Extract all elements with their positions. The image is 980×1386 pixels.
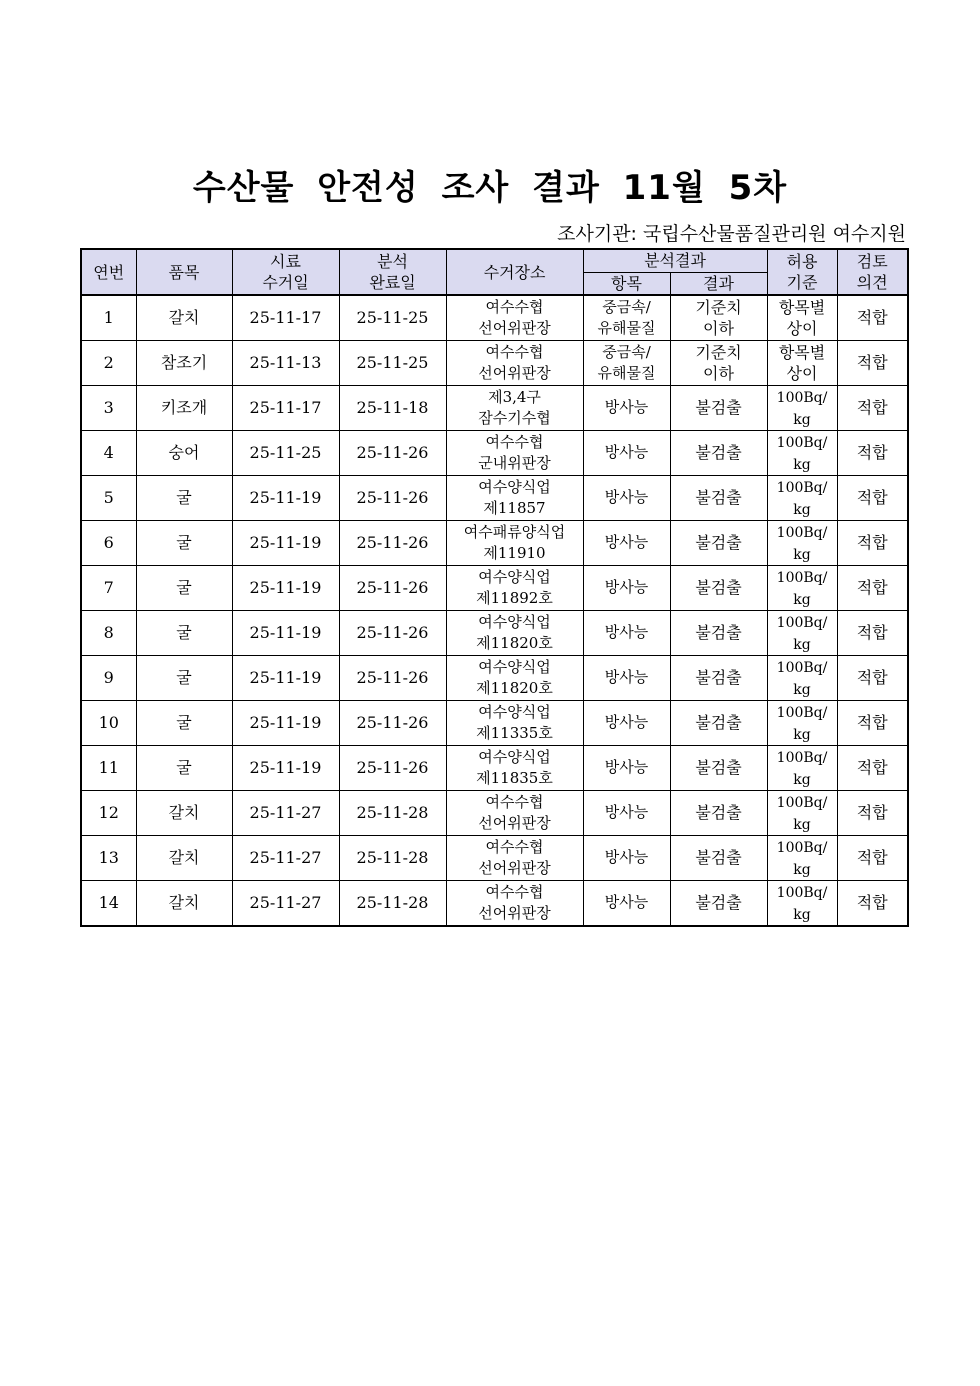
table-row: [81, 385, 908, 430]
cell-sample-date: 25-11-17: [232, 385, 339, 430]
cell-sample-date: 25-11-13: [232, 340, 339, 385]
cell-item: 굴: [136, 475, 232, 520]
cell-limit: [767, 430, 837, 475]
cell-result-line: 불검출: [695, 848, 742, 867]
cell-limit-line: kg: [793, 501, 811, 518]
cell-opinion: 적합: [837, 880, 908, 926]
cell-limit: [767, 790, 837, 835]
table-row: [81, 340, 908, 385]
cell-result-line: 불검출: [695, 668, 742, 687]
table-row: [81, 745, 908, 790]
cell-analysis-date: 25-11-26: [339, 655, 446, 700]
cell-sample-date: 25-11-19: [232, 655, 339, 700]
cell-place-line: 제11910: [483, 543, 546, 562]
cell-result: [670, 385, 767, 430]
header-limit-line2: 기준: [786, 273, 818, 292]
cell-no: 4: [81, 430, 136, 475]
cell-analysis-date: 25-11-26: [339, 610, 446, 655]
cell-test-item: [583, 475, 670, 520]
cell-limit-line: 100Bq/: [776, 704, 828, 721]
page-title: 수산물 안전성 조사 결과 11월 5차: [192, 168, 788, 208]
cell-result-line: 불검출: [695, 623, 742, 642]
cell-limit-line: 100Bq/: [776, 434, 828, 451]
cell-test-item: [583, 430, 670, 475]
cell-place: [446, 655, 583, 700]
cell-place: [446, 430, 583, 475]
cell-limit-line: 항목별: [778, 342, 826, 362]
cell-place: [446, 385, 583, 430]
cell-limit-line: 100Bq/: [776, 659, 828, 676]
agency-label: 조사기관: 국립수산물품질관리원 여수지원: [557, 223, 906, 245]
cell-test-item-line: 방사능: [604, 803, 649, 821]
header-place: 수거장소: [446, 249, 583, 295]
cell-limit-line: kg: [793, 681, 811, 698]
header-test-item: 항목: [583, 272, 670, 295]
cell-place-line: 여수수협: [485, 882, 544, 901]
results-table: [80, 248, 909, 927]
cell-item: 굴: [136, 655, 232, 700]
cell-test-item-line: 유해물질: [597, 318, 656, 337]
cell-place-line: 여수수협: [485, 342, 544, 361]
cell-no: 2: [81, 340, 136, 385]
cell-limit: [767, 295, 837, 340]
cell-limit-line: 100Bq/: [776, 479, 828, 496]
cell-test-item-line: 방사능: [604, 848, 649, 866]
cell-opinion: 적합: [837, 790, 908, 835]
cell-opinion: 적합: [837, 565, 908, 610]
table-row: [81, 610, 908, 655]
cell-test-item-line: 방사능: [604, 668, 649, 686]
cell-sample-date: 25-11-19: [232, 745, 339, 790]
cell-item: 갈치: [136, 880, 232, 926]
cell-analysis-date: 25-11-28: [339, 880, 446, 926]
cell-no: 3: [81, 385, 136, 430]
cell-result-line: 불검출: [695, 533, 742, 552]
cell-place-line: 제11335호: [476, 723, 553, 742]
header-opinion-line1: 검토: [856, 252, 888, 271]
cell-result-line: 불검출: [695, 443, 742, 462]
cell-limit-line: 100Bq/: [776, 839, 828, 856]
cell-no: 7: [81, 565, 136, 610]
cell-limit-line: 상이: [786, 318, 818, 338]
cell-item: 갈치: [136, 295, 232, 340]
cell-test-item-line: 방사능: [604, 758, 649, 776]
cell-no: 6: [81, 520, 136, 565]
cell-limit: [767, 385, 837, 430]
header-limit-line1: 허용: [786, 252, 818, 271]
cell-place-line: 여수수협: [485, 837, 544, 856]
cell-test-item: [583, 700, 670, 745]
header-limit: [767, 249, 837, 295]
cell-result-line: 불검출: [695, 398, 742, 417]
cell-sample-date: 25-11-19: [232, 565, 339, 610]
cell-test-item-line: 중금속/: [602, 342, 651, 361]
cell-limit: [767, 610, 837, 655]
cell-result-line: 불검출: [695, 803, 742, 822]
cell-test-item-line: 방사능: [604, 488, 649, 506]
header-no: 연번: [81, 249, 136, 295]
cell-limit-line: kg: [793, 861, 811, 878]
cell-limit-line: kg: [793, 906, 811, 923]
cell-analysis-date: 25-11-28: [339, 790, 446, 835]
cell-limit: [767, 700, 837, 745]
table-row: [81, 520, 908, 565]
cell-no: 11: [81, 745, 136, 790]
header-opinion-line2: 의견: [856, 273, 888, 292]
cell-limit-line: 100Bq/: [776, 389, 828, 406]
cell-item: 갈치: [136, 835, 232, 880]
cell-test-item-line: 방사능: [604, 893, 649, 911]
cell-item: 숭어: [136, 430, 232, 475]
cell-place-line: 여수수협: [485, 792, 544, 811]
table-row: [81, 295, 908, 340]
cell-place-line: 여수수협: [485, 432, 544, 451]
cell-no: 5: [81, 475, 136, 520]
cell-place-line: 선어위판장: [478, 363, 551, 382]
cell-place: [446, 880, 583, 926]
cell-place-line: 제11820호: [476, 633, 553, 652]
cell-test-item: [583, 790, 670, 835]
cell-no: 12: [81, 790, 136, 835]
cell-analysis-date: 25-11-26: [339, 565, 446, 610]
cell-item: 굴: [136, 565, 232, 610]
cell-test-item-line: 방사능: [604, 578, 649, 596]
cell-test-item-line: 방사능: [604, 533, 649, 551]
cell-opinion: 적합: [837, 655, 908, 700]
cell-place-line: 여수양식업: [478, 477, 551, 496]
cell-result-line: 불검출: [695, 578, 742, 597]
cell-result: [670, 745, 767, 790]
table-row: [81, 790, 908, 835]
cell-analysis-date: 25-11-28: [339, 835, 446, 880]
cell-no: 13: [81, 835, 136, 880]
cell-no: 14: [81, 880, 136, 926]
cell-place-line: 여수수협: [485, 297, 544, 316]
header-analysis-date-line1: 분석: [377, 252, 408, 271]
cell-limit-line: 상이: [786, 363, 818, 383]
cell-test-item: [583, 385, 670, 430]
cell-sample-date: 25-11-27: [232, 835, 339, 880]
cell-test-item: [583, 520, 670, 565]
cell-test-item: [583, 295, 670, 340]
cell-item: 참조기: [136, 340, 232, 385]
cell-item: 굴: [136, 700, 232, 745]
cell-place: [446, 610, 583, 655]
cell-result: [670, 655, 767, 700]
cell-place: [446, 790, 583, 835]
cell-limit-line: kg: [793, 816, 811, 833]
cell-result-line: 기준치: [695, 297, 742, 317]
cell-analysis-date: 25-11-26: [339, 520, 446, 565]
cell-limit: [767, 340, 837, 385]
cell-sample-date: 25-11-27: [232, 880, 339, 926]
cell-place-line: 여수양식업: [478, 567, 551, 586]
cell-sample-date: 25-11-19: [232, 610, 339, 655]
cell-item: 갈치: [136, 790, 232, 835]
cell-opinion: 적합: [837, 430, 908, 475]
cell-result: [670, 340, 767, 385]
cell-test-item: [583, 880, 670, 926]
cell-analysis-date: 25-11-26: [339, 745, 446, 790]
cell-opinion: 적합: [837, 835, 908, 880]
cell-place-line: 군내위판장: [478, 453, 551, 472]
cell-place-line: 선어위판장: [478, 813, 551, 832]
cell-no: 1: [81, 295, 136, 340]
cell-limit: [767, 655, 837, 700]
table-row: [81, 700, 908, 745]
cell-test-item-line: 유해물질: [597, 363, 656, 382]
cell-test-item-line: 방사능: [604, 398, 649, 416]
cell-result: [670, 295, 767, 340]
cell-item: 굴: [136, 745, 232, 790]
cell-item: 굴: [136, 520, 232, 565]
cell-limit-line: 100Bq/: [776, 794, 828, 811]
header-result: 결과: [670, 272, 767, 295]
cell-test-item: [583, 565, 670, 610]
cell-result-line: 불검출: [695, 758, 742, 777]
cell-limit-line: kg: [793, 546, 811, 563]
cell-result: [670, 880, 767, 926]
cell-no: 9: [81, 655, 136, 700]
cell-test-item: [583, 340, 670, 385]
cell-result: [670, 835, 767, 880]
cell-sample-date: 25-11-25: [232, 430, 339, 475]
cell-item: 키조개: [136, 385, 232, 430]
cell-place: [446, 700, 583, 745]
cell-place-line: 여수패류양식업: [463, 522, 566, 541]
cell-analysis-date: 25-11-18: [339, 385, 446, 430]
cell-result-line: 기준치: [695, 342, 742, 362]
cell-place-line: 여수양식업: [478, 612, 551, 631]
cell-place: [446, 835, 583, 880]
cell-result-line: 이하: [703, 363, 734, 383]
cell-place-line: 잠수기수협: [478, 408, 551, 427]
cell-place-line: 여수양식업: [478, 657, 551, 676]
cell-result: [670, 565, 767, 610]
header-analysis-date: [339, 249, 446, 295]
cell-test-item-line: 방사능: [604, 623, 649, 641]
cell-opinion: 적합: [837, 520, 908, 565]
header-sample-date: [232, 249, 339, 295]
cell-place: [446, 295, 583, 340]
cell-result-line: 불검출: [695, 713, 742, 732]
cell-place-line: 여수양식업: [478, 747, 551, 766]
cell-result: [670, 700, 767, 745]
cell-opinion: 적합: [837, 745, 908, 790]
table-row: [81, 430, 908, 475]
cell-result: [670, 520, 767, 565]
cell-place-line: 제11892호: [476, 588, 553, 607]
table-row: [81, 655, 908, 700]
cell-opinion: 적합: [837, 340, 908, 385]
cell-result: [670, 430, 767, 475]
cell-place-line: 선어위판장: [478, 318, 551, 337]
table-row: [81, 835, 908, 880]
cell-sample-date: 25-11-19: [232, 700, 339, 745]
cell-place-line: 여수양식업: [478, 702, 551, 721]
cell-limit-line: 100Bq/: [776, 569, 828, 586]
cell-limit-line: kg: [793, 591, 811, 608]
cell-opinion: 적합: [837, 610, 908, 655]
cell-opinion: 적합: [837, 475, 908, 520]
cell-opinion: 적합: [837, 385, 908, 430]
cell-place: [446, 340, 583, 385]
table-body: [81, 295, 908, 926]
cell-analysis-date: 25-11-25: [339, 340, 446, 385]
cell-result: [670, 610, 767, 655]
cell-limit-line: kg: [793, 726, 811, 743]
cell-place: [446, 565, 583, 610]
cell-place-line: 선어위판장: [478, 858, 551, 877]
cell-sample-date: 25-11-17: [232, 295, 339, 340]
header-sample-date-line1: 시료: [270, 252, 301, 271]
header-opinion: [837, 249, 908, 295]
cell-place-line: 제11820호: [476, 678, 553, 697]
cell-limit-line: 100Bq/: [776, 614, 828, 631]
cell-place-line: 제11835호: [476, 768, 553, 787]
header-result-group: 분석결과: [583, 249, 767, 272]
cell-opinion: 적합: [837, 295, 908, 340]
cell-limit-line: 100Bq/: [776, 524, 828, 541]
cell-limit-line: 100Bq/: [776, 749, 828, 766]
cell-item: 굴: [136, 610, 232, 655]
cell-test-item-line: 중금속/: [602, 297, 651, 316]
header-analysis-date-line2: 완료일: [369, 273, 416, 292]
cell-analysis-date: 25-11-26: [339, 700, 446, 745]
cell-no: 8: [81, 610, 136, 655]
cell-limit-line: kg: [793, 771, 811, 788]
cell-test-item: [583, 655, 670, 700]
cell-test-item: [583, 610, 670, 655]
cell-limit-line: kg: [793, 411, 811, 428]
cell-sample-date: 25-11-19: [232, 520, 339, 565]
cell-place-line: 선어위판장: [478, 903, 551, 922]
cell-analysis-date: 25-11-26: [339, 475, 446, 520]
cell-limit: [767, 745, 837, 790]
cell-opinion: 적합: [837, 700, 908, 745]
cell-place: [446, 520, 583, 565]
cell-limit: [767, 565, 837, 610]
cell-analysis-date: 25-11-25: [339, 295, 446, 340]
cell-limit: [767, 520, 837, 565]
cell-test-item: [583, 835, 670, 880]
cell-place: [446, 745, 583, 790]
cell-place-line: 제3,4구: [488, 387, 541, 406]
cell-limit: [767, 880, 837, 926]
cell-analysis-date: 25-11-26: [339, 430, 446, 475]
cell-limit: [767, 835, 837, 880]
cell-limit-line: kg: [793, 636, 811, 653]
cell-result: [670, 790, 767, 835]
cell-result-line: 불검출: [695, 488, 742, 507]
table-row: [81, 565, 908, 610]
header-item: 품목: [136, 249, 232, 295]
cell-sample-date: 25-11-27: [232, 790, 339, 835]
cell-limit-line: 100Bq/: [776, 884, 828, 901]
cell-result-line: 이하: [703, 318, 734, 338]
table-row: [81, 475, 908, 520]
cell-no: 10: [81, 700, 136, 745]
cell-test-item: [583, 745, 670, 790]
table-row: [81, 880, 908, 926]
cell-result-line: 불검출: [695, 893, 742, 912]
header-sample-date-line2: 수거일: [262, 273, 309, 292]
cell-limit-line: kg: [793, 456, 811, 473]
cell-limit: [767, 475, 837, 520]
cell-test-item-line: 방사능: [604, 713, 649, 731]
cell-result: [670, 475, 767, 520]
cell-place: [446, 475, 583, 520]
cell-limit-line: 항목별: [778, 297, 826, 317]
cell-sample-date: 25-11-19: [232, 475, 339, 520]
cell-place-line: 제11857: [483, 498, 546, 517]
cell-test-item-line: 방사능: [604, 443, 649, 461]
